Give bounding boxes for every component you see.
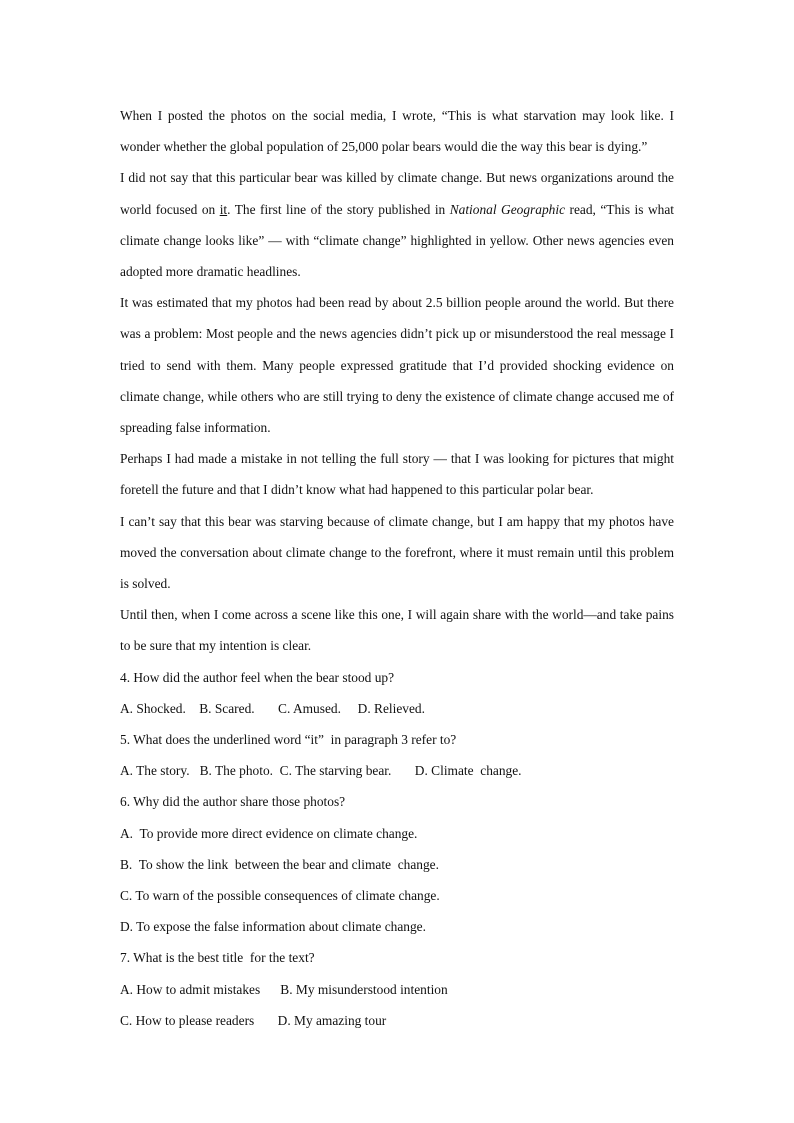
question-5-stem: 5. What does the underlined word “it” in paragraph 3 refer to? xyxy=(120,732,457,748)
question-7-options-cd: C. How to please readers D. My amazing tour xyxy=(120,1012,387,1028)
paragraph-2-part-c: read, “This is what climate change looks like” — with “climate change” highlighted in yellow. Other news agencies even adopted more dramatic headlines. xyxy=(120,201,674,280)
document-page xyxy=(120,100,674,1036)
question-5-options: A. The story. B. The photo. C. The starving bear. D. Climate change. xyxy=(120,763,522,779)
paragraph-3: It was estimated that my photos had been read by about 2.5 billion people around the world. But there was a problem: Most people and the news agencies didn’t pick up or misunderstood the real message I tried to send with them. Many people expressed gratitude that I’d provided shocking evidence on climate change, while others who are still trying to deny the existence of climate change accused me of spreading false information. xyxy=(120,295,674,436)
paragraph-5: I can’t say that this bear was starving because of climate change, but I am happy that my photos have moved the conversation about climate change to the forefront, where it must remain until this problem is solved. xyxy=(120,513,674,592)
paragraph-2-part-b: . The first line of the story published in xyxy=(227,201,450,217)
question-6-option-a: A. To provide more direct evidence on climate change. xyxy=(120,825,418,841)
question-6-option-c: C. To warn of the possible consequences of climate change. xyxy=(120,888,440,904)
underlined-word-it: it xyxy=(219,201,228,217)
paragraph-4: Perhaps I had made a mistake in not telling the full story — that I was looking for pictures that might foretell the future and that I didn’t know what had happened to this particular polar bear. xyxy=(120,451,674,498)
question-6-option-d: D. To expose the false information about climate change. xyxy=(120,919,426,935)
question-4-options: A. Shocked. B. Scared. C. Amused. D. Relieved. xyxy=(120,700,425,716)
question-4-stem: 4. How did the author feel when the bear stood up? xyxy=(120,669,395,685)
paragraph-1: When I posted the photos on the social media, I wrote, “This is what starvation may look like. I wonder whether the global population of 25,000 polar bears would die the way this bear is dying.” xyxy=(120,108,674,155)
magazine-name: National Geographic xyxy=(449,201,566,217)
question-6-option-b: B. To show the link between the bear and climate change. xyxy=(120,856,439,872)
paragraph-2-part-a: I did not say that this particular bear was killed by climate change. But news organizations around the world focused on xyxy=(120,170,674,217)
paragraph-2 xyxy=(120,162,674,287)
question-6-stem: 6. Why did the author share those photos? xyxy=(120,794,346,810)
question-7-options-ab: A. How to admit mistakes B. My misunderstood intention xyxy=(120,981,448,997)
paragraph-6: Until then, when I come across a scene like this one, I will again share with the world—and take pains to be sure that my intention is clear. xyxy=(120,607,674,654)
question-7-stem: 7. What is the best title for the text? xyxy=(120,950,315,966)
